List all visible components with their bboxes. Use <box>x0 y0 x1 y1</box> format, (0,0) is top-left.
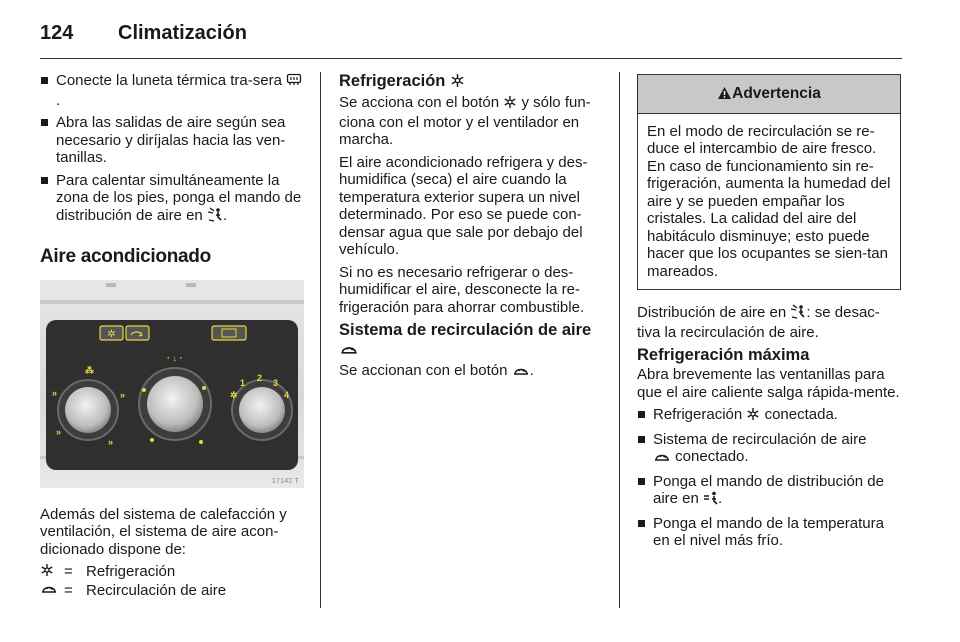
fan-speed-3: 3 <box>273 377 279 388</box>
rear-window-heater-icon <box>286 73 302 92</box>
photo-caption-code: 17142 T <box>271 475 299 485</box>
cooling-paragraph-2: El aire acondicionado refrigera y des-humidifica (seca) el aire cuando la temperatura exterior supera un nivel determinado. Por eso se puede con-densar agua que sale por debajo del vehículo. <box>339 153 588 258</box>
warning-box <box>637 74 901 290</box>
air-distribution-feet-windscreen-icon <box>790 304 806 324</box>
list-item: Abra las salidas de aire según sea necesario y diríjalas hacia las ven-tanillas. <box>40 114 304 167</box>
page-number: 124 <box>40 21 74 44</box>
list-item: Ponga el mando de la temperatura en el nivel más frío. <box>637 515 901 550</box>
section-title-max-cooling: Refrigeración máxima <box>637 346 810 364</box>
column-1 <box>40 72 304 599</box>
distribution-text: Distribución de aire en : se desac-tiva la recirculación de aire. <box>637 304 880 341</box>
snowflake-icon <box>450 73 465 93</box>
column-divider-1 <box>320 72 321 608</box>
column-3 <box>637 72 901 555</box>
air-distribution-face-icon <box>703 491 718 510</box>
svg-text:»: » <box>56 426 62 437</box>
intro-text: Además del sistema de calefacción y ventilación, el sistema de aire acon-dicionado dispone de: <box>40 505 287 558</box>
legend-row-cooling: = Refrigeración <box>40 563 304 582</box>
snowflake-icon <box>40 563 64 582</box>
cooling-paragraph-3: Si no es necesario refrigerar o des-humidificar el aire, desconecte la re-frigeración para ahorrar combustible. <box>339 263 585 316</box>
fan-speed-4: 4 <box>284 389 290 400</box>
list-item: Para calentar simultáneamente la zona de los pies, ponga el mando de distribución de aire en . <box>40 172 304 227</box>
svg-text:»: » <box>120 389 126 400</box>
fan-speed-1: 1 <box>240 377 246 388</box>
air-distribution-feet-windscreen-icon <box>207 207 223 227</box>
recirculation-icon <box>339 342 359 361</box>
panel-cooling-button: ✲ <box>107 328 116 340</box>
svg-text:⁂: ⁂ <box>85 364 94 375</box>
fan-speed-2: 2 <box>257 372 263 383</box>
svg-text:· ↓ ·: · ↓ · <box>167 352 183 363</box>
recirculation-icon <box>653 450 671 468</box>
warning-header: Advertencia <box>638 75 900 114</box>
recirculation-text: Se accionan con el botón . <box>339 362 603 382</box>
recirculation-icon <box>40 582 64 600</box>
section-title-cooling: Refrigeración <box>339 72 603 93</box>
list-item: Refrigeración conectada. <box>637 406 901 426</box>
list-item: Sistema de recirculación de aire conectado. <box>637 431 901 468</box>
chapter-title: Climatización <box>118 21 247 44</box>
section-title-recirculation: Sistema de recirculación de aire <box>339 321 603 361</box>
svg-text:»: » <box>108 436 114 447</box>
page-header <box>40 18 247 48</box>
snowflake-icon <box>503 95 517 114</box>
cooling-paragraph-1: Se acciona con el botón y sólo fun-ciona con el motor y el ventilador en marcha. <box>339 94 591 148</box>
list-item: Conecte la luneta térmica tra-sera . <box>40 72 304 109</box>
list-item: Ponga el mando de distribución de aire en . <box>637 473 901 510</box>
header-rule <box>40 58 902 59</box>
column-divider-2 <box>619 72 620 608</box>
column-2 <box>339 72 603 387</box>
snowflake-icon <box>746 407 760 426</box>
section-title-air-conditioning: Aire acondicionado <box>40 246 211 267</box>
warning-triangle-icon <box>717 86 732 105</box>
warning-body: En el modo de recirculación se re-duce el intercambio de aire fresco. En caso de funcionamiento sin re-frigeración, aumenta la humedad del aire y se pueden empañar los cristales. La calidad del aire del habitáculo disminuye; esto puede hacer que los ocupantes se sien-tan mareados. <box>647 122 891 280</box>
climate-control-panel-photo <box>40 280 304 488</box>
svg-text:✲: ✲ <box>230 389 238 400</box>
recirculation-icon <box>512 364 530 382</box>
svg-text:»: » <box>52 387 58 398</box>
max-cooling-text: Abra brevemente las ventanillas para que el aire caliente salga rápida-mente. <box>637 366 900 401</box>
legend-row-recirculation: = Recirculación de aire <box>40 582 304 600</box>
